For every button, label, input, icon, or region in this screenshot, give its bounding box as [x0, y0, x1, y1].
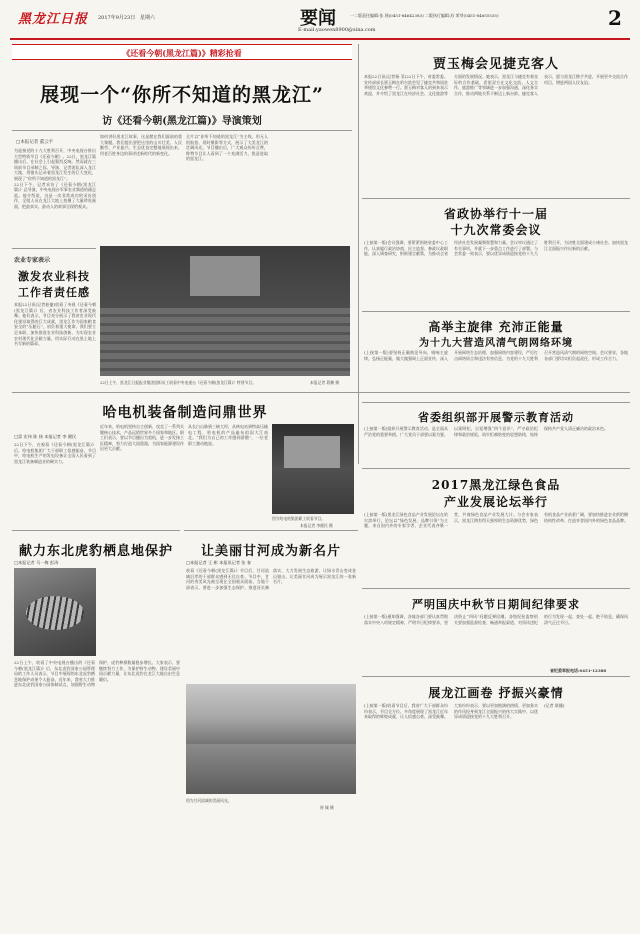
media-col: [364, 240, 628, 306]
jia-body: 本报22日讯(记者杨 菲)22日下午，省委常委、宣传部部长贾玉梅在哈尔滨会见了捷克共和国驻华使馆文化参赞一行。贾玉梅对客人的到来表示欢迎，并介绍了黑龙江在经济社会、文化旅游等方面的发展情况。她表示，黑龙江与捷克有着良好的合作基础，希望双方在文化交流、人文合作、旅游推广等领域进一步加强沟通，深化务实合作，推动两地关系不断迈上新台阶。捷克客人表示，愿与黑龙江携手共进，开展更多交流合作项目，增进两国人民友谊。: [364, 74, 628, 96]
jia-col: [364, 74, 628, 194]
media-title-1: 省政协举行十一届: [443, 207, 548, 221]
purge-body: (上接第一版)要坚持正确舆论导向，唱响主旋律，弘扬正能量，做大做强网上正面宣传，深入开展网络生态治理，加强网络内容建设，严厉打击网络谣言和违法有害信息，为党的十九大胜利召开营造风清气朗的网络空间。会议要求，各地各部门要切实担负起责任，形成工作合力。: [364, 350, 628, 361]
masthead-phones: 一二版责任编辑:张 瑶(0451-84642383) 二版执行编辑:苏 茉莘(0451-84655535): [350, 13, 499, 18]
media-title-2: 十九次常委会议: [450, 223, 542, 237]
festival-col: [364, 614, 628, 664]
banner-label: 《还看今朝(黑龙江篇)》精彩抢看: [122, 48, 242, 58]
leopard-byline: □本报记者 马一梅 彭涛: [14, 560, 59, 565]
section-title: 要闻: [300, 8, 336, 29]
lead-photo-caption-text: 22日上午，黑龙江日报报业集团组织员工收看中央电视台《还看今朝(黑龙江篇)》特别节目。: [100, 380, 256, 385]
tiger-shape: [26, 596, 84, 630]
lead-col-2: [100, 134, 182, 239]
lead-body-2: 22日下午，记者采访了《还看今朝(黑龙江篇)》总导演，中央电视台军事农业频道的副总监。他介绍说，这是一次非常成功的采访创作，全组人员在龙江大地上拍摄了大量珍贵画面，把最真实、最动人的故事呈现给观众。: [14, 181, 96, 209]
leopard-body: 22日上午，收看了中央电视台播出的《还看今朝(黑龙江篇)》后，东北虎豹国家公园管理局的工作人员表示，节目中展现的东北虎豹栖息地保护成果令人振奋。近年来，我省大力推进东北虎豹国家公园体制试点，加强野生动物保护，虎豹种群数量稳步增长。大家表示，要继续努力工作，为保护野生动物、建设美丽中国贡献力量，让东北虎豹在龙江大地自由生息繁衍。: [14, 660, 180, 688]
river-photo: [186, 684, 356, 794]
purge-title-1: 高举主旋律 充沛正能量: [428, 320, 564, 334]
expo-title-2: 产业发展论坛举行: [443, 495, 548, 509]
harbin-col-3: [188, 424, 268, 508]
harbin-photo-caption: 图为哈电机集团职工收看节目。: [272, 516, 326, 521]
expo-title-1: 2017黑龙江绿色食品: [431, 478, 561, 492]
river-col: [186, 568, 356, 678]
purge-title-2: 为十九大营造风清气朗网络环境: [419, 338, 573, 349]
screen-shape: [190, 256, 260, 296]
harbin-photo: [272, 424, 354, 514]
harbin-body-2: 近年来，哈电机坚持自主创新，攻克了一系列关键核心技术，产品远销世界多个国家和地区。职工们表示，要以节目播出为契机，进一步发扬工匠精神，努力打造大国重器，为国家能源建设作出更大贡献。: [100, 424, 184, 452]
qiqihar-title: 展龙江画卷 抒振兴豪情: [428, 686, 564, 700]
banner: [12, 44, 352, 60]
harbin-col-1: [14, 442, 96, 508]
lead-col-3: [186, 134, 268, 239]
leopard-title: 献力东北虎豹栖息地保护: [18, 544, 173, 559]
qiqihar-col: [364, 703, 628, 913]
lead-col-1: [14, 148, 96, 260]
purge-col: [364, 350, 628, 398]
qiqihar-body: (上接第一版)收看节目后，我省广大干部群众纷纷表示，节目全方位、多角度展现了黑龙江近年来取得的辉煌成就，让人倍感自豪、深受鼓舞。大家纷纷表示，要以更加饱满的热情、更加务实的作风投身到龙江全面振兴的伟大实践中，以优异成绩迎接党的十九大胜利召开。: [364, 703, 538, 720]
festival-title: 严明国庆中秋节日期间纪律要求: [412, 598, 580, 611]
lead-body-4: 全片以“你所不知道的黑龙江”为主线，用无人机航拍、延时摄影等方式，展示了大美龙江的壮阔风光。节目播出后，广大观众纷纷点赞，称赞节目让人看到了一个充满活力、锐意进取的黑龙江。: [186, 134, 268, 162]
harbin-col-2: [100, 424, 184, 508]
audience-rows: [100, 308, 350, 376]
qiqihar-byline: (记者 联播): [544, 703, 565, 708]
river-photo-credit: 崔 铖 摄: [320, 805, 334, 810]
harbin-body-3: 从长白山脉到三峡大坝，从核电站到特高压输电工程，哈电机的产品遍布祖国大江南北。“我们为自己的工作感到骄傲”，一位老职工激动地说。: [188, 424, 268, 446]
lead-body-3: 如何讲好黑龙江故事，这是摆在我们面前的重大课题。我们提出要把这里的山川壮美、人民勤劳、产业振兴、生态优良完整地展现出来，用老百姓身边的事讲述新时代的新变化。: [100, 134, 182, 156]
safety-title: 省委组织部开展警示教育活动: [418, 411, 574, 424]
expo-col: [364, 512, 628, 584]
harbin-byline: □富 宏伟 陈 扬 本报记者 李 健民: [14, 434, 77, 439]
lead-byline: □本报记者 董云平: [16, 140, 54, 145]
safety-body: (上接第一版)组织开展警示教育活动，是全面从严治党的重要举措。广大党员干部要以案为鉴、以案明纪，自觉增强“四个意识”，严守政治纪律和政治规矩，筑牢拒腐防变的思想防线，始终保持共产党人清正廉洁的政治本色。: [364, 426, 608, 437]
river-photo-caption: 图为甘河流域的美丽风光。: [186, 798, 232, 803]
masthead: [0, 0, 640, 44]
page-number: 2: [608, 6, 622, 30]
agri-title-1: 激发农业科技: [18, 270, 90, 283]
festival-contact: 省纪委举报电话:0451-12388: [550, 668, 607, 673]
agri-body: 本报22日讯(记者桂捷)收看了央视《还看今朝(黑龙江篇)》后，省农业科技工作者深受鼓舞。他们表示，节目充分展示了我省农业现代化建设取得的巨大成就，黑龙江作为国家粮食安全的“压舱石”，肩负着重大使命。我们要立足本职，加快推进农业科技创新，为实现农业农村现代化贡献力量，用实际行动在黑土地上书写新的篇章。: [14, 302, 96, 347]
agri-col: [14, 302, 96, 384]
river-title: 让美丽甘河成为新名片: [200, 544, 341, 559]
lead-photo: [100, 246, 350, 376]
lead-body-1: 为迎接党的十九大胜利召开，中央电视台推出大型特别节目《还看今朝》。22日，黑龙江篇播出后，在社会上引起强烈反响。然而就在三周前节目录制之际，导演、记者团队深入龙江大地，用镜头记录着黑龙江发生的巨大变化，展现了“你所不知道的黑龙江”。: [14, 148, 96, 181]
lead-photo-credit: 本报记者 葛鹏 摄: [310, 380, 339, 385]
leopard-photo: [14, 568, 96, 656]
screen-shape: [284, 436, 340, 468]
harbin-title: 哈电机装备制造问鼎世界: [102, 405, 268, 421]
lead-title: 展现一个“你所不知道的黑龙江”: [40, 84, 324, 106]
water-shape: [186, 744, 356, 794]
harbin-photo-credit: 本报记者 李健民 摄: [300, 523, 333, 528]
lead-subtitle: 访《还看今朝(黑龙江篇)》导演策划: [102, 116, 262, 127]
agri-title-2: 工作者责任感: [18, 286, 90, 299]
river-byline: □本报记者 王 彬 本报讯记者 张 春: [186, 560, 252, 565]
agri-kicker: 农业专家表示: [14, 257, 51, 264]
leopard-col: [14, 660, 180, 910]
jia-title: 贾玉梅会见捷克客人: [432, 57, 559, 72]
masthead-weekday: 星期六: [140, 15, 156, 21]
media-body: (上接第一版)会议强调，要紧紧围绕省委中心工作，认真履行政治协商、民主监督、参政议政职能，深入调查研究，积极建言献策，为推动全省经济社会发展凝聚智慧和力量。会议审议通过了有关事项，并就下一步重点工作进行了部署。与会常委一致表示，要以优异成绩迎接党的十九大胜利召开，为决胜全面建成小康社会、加快黑龙江全面振兴作出新的贡献。: [364, 240, 628, 257]
river-body: 收看《还看今朝(黑龙江篇)》节目后，甘河流域沿岸的干部群众感到无比自豪。节目中，甘河的秀美风光被呈现在全国观众面前。当地干部表示，要进一步加强生态保护，推进河长制落实，大力发展生态旅游，让绿水青山变成金山银山，让美丽甘河成为展示黑龙江的一张新名片。: [186, 568, 356, 590]
safety-col: [364, 426, 628, 464]
masthead-email: E-mail:yaowen8900@sina.com: [298, 27, 376, 33]
festival-body: (上接第一版)通知强调，各地各部门要认真贯彻落实中央八项规定精神，严明节日纪律要求，坚决防止“四风”问题反弹回潮。各级纪检监察机关要加强监督检查，畅通举报渠道，对顶风违纪的行为发现一起、查处一起，绝不姑息，确保风清气正过节日。: [364, 614, 628, 625]
lead-photo-caption: [100, 380, 300, 386]
masthead-logo: 黑龙江日报: [18, 12, 89, 27]
masthead-date: 2017年9月23日: [98, 15, 136, 21]
harbin-body-1: 22日下午，在观看《还看今朝(黑龙江篇)》后，哈电机集团广大干部职工倍感振奋。节目中，哈电机生产的发电设备让全国人民看到了黑龙江装备制造业的硬实力。: [14, 442, 96, 464]
expo-body: (上接第一版)黑龙江绿色食品产业发展论坛在哈尔滨举行。论坛以“绿色发展、品牌引领”为主题，来自国内外的专家学者、企业代表齐聚一堂，共商绿色食品产业发展大计。与会专家表示，黑龙江拥有得天独厚的生态资源优势，绿色有机食品产业前景广阔，要加快推进农业供给侧结构性改革，打造享誉国内外的绿色食品品牌。: [364, 512, 628, 529]
